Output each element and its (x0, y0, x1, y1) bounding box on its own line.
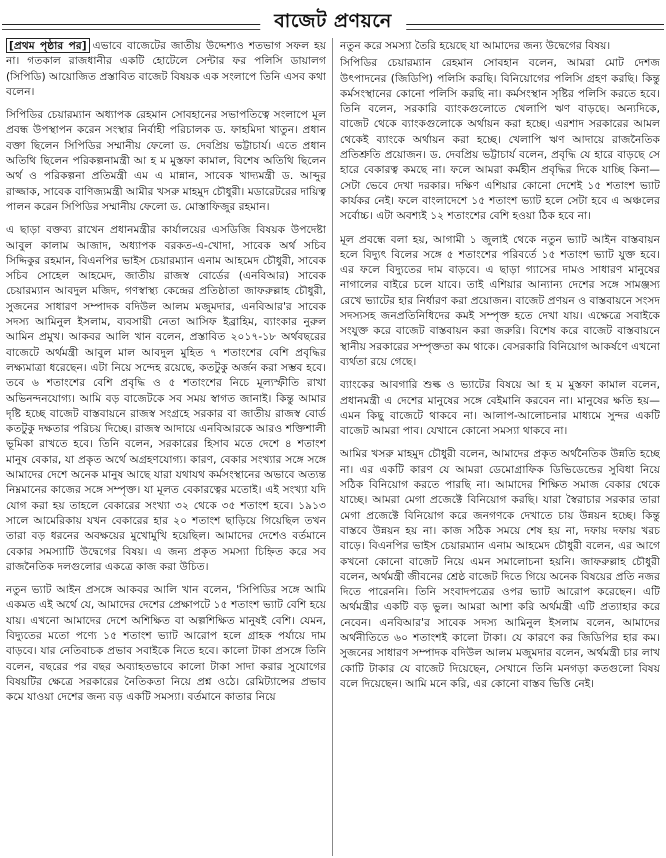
section-title: বাজেট প্রণয়নে (260, 8, 406, 34)
article-paragraph: ব্যাংকের আবগারি শুল্ক ও ভ্যাটের বিষয়ে আ হ ম মুস্তফা কামাল বলেন, প্রধানমন্ত্রী এ দেশের মানুষের সঙ্গে বেইমানি করবেন না। মানুষের ক্ষতি হয়—এমন কিছু বাজেটে থাকবে না। আলাপ-আলোচনার মাধ্যমে সুন্দর একটি বাজেট আমরা পাব। যেখানে কোনো সমস্যা থাকবে না। (340, 378, 660, 438)
article-paragraph: নতুন ভ্যাট আইন প্রসঙ্গে আকবর আলি খান বলেন, 'সিপিডির সঙ্গে আমি একমত এই অর্থে যে, আমাদের দেশের প্রেক্ষাপটে ১৫ শতাংশ ভ্যাট বেশি হয়ে যায়। এখনো আমাদের দেশে অশিক্ষিত বা অল্পশিক্ষিত মানুষই বেশি। যেমন, বিদ্যুতের মতো পণ্যে ১৫ শতাংশ ভ্যাট আরোপ হলে গ্রাহক পর্যায়ে দাম বাড়বে। যার নেতিবাচক প্রভাব সবাইকে নিতে হবে। কালো টাকা প্রসঙ্গে তিনি বলেন, বছরের পর বছর অব্যাহতভাবে কালো টাকা সাদা করার সুযোগের বিষয়টির ক্ষেত্রে সরকারের নৈতিকতা নিয়ে প্রশ্ন ওঠে। রেমিট্যান্সের প্রভাব কমে যাওয়া দেশের জন্য বড় একটি সমস্যা। বর্তমানে কাতার নিয়ে (6, 583, 326, 704)
article-paragraph: নতুন করে সমস্যা তৈরি হয়েছে যা আমাদের জন্য উদ্বেগের বিষয়। (340, 39, 611, 52)
article-column-left (6, 38, 326, 854)
article-paragraph: এ ছাড়া বক্তব্য রাখেন প্রধানমন্ত্রীর কার্যালয়ের এসডিজি বিষয়ক উপদেষ্টা আবুল কালাম আজাদ, অধ্যাপক বরকত-এ-খোদা, সাবেক অর্থ সচিব সিদ্দিকুর রহমান, বিএনপির ভাইস চেয়ারম্যান এনাম আহমেদ চৌধুরী, সাবেক সচিব সোহেল আহমেদ, জাতীয় রাজস্ব বোর্ডের (এনবিআর) সাবেক চেয়ারম্যান আবদুল মজিদ, গণস্বাস্থ্য কেন্দ্রের প্রতিষ্ঠাতা জাফরুল্লাহ চৌধুরী, সুজনের সাধারণ সম্পাদক বদিউল আলম মজুমদার, এনবিআর'র সাবেক সদস্য আমিনুল ইসলাম, ব্যবসায়ী নেতা আসিফ ইব্রাহিম, ব্যাংকার নুরুল আমিন প্রমুখ। আকবর আলি খান বলেন, প্রস্তাবিত ২০১৭-১৮ অর্থবছরের বাজেটে অর্থমন্ত্রী আবুল মাল আবদুল মুহিত ৭ শতাংশের বেশি প্রবৃদ্ধির লক্ষ্যমাত্রা ধরেছেন। এটা নিয়ে সন্দেহ রয়েছে, কতটুকু অর্জন করা সম্ভব হবে। তবে ৬ শতাংশের বেশি প্রবৃদ্ধি ও ৫ শতাংশের নিচে মূল্যস্ফীতি রাখা অভিনন্দনযোগ্য। আমি বড় বাজেটকে সব সময় স্বাগত জানাই। কিন্তু আমার দৃষ্টি হচ্ছে বাজেট বাস্তবায়নে রাজস্ব সংগ্রহে সরকার বা জাতীয় রাজস্ব বোর্ড কতটুকু দক্ষতার পরিচয় দিচ্ছে। রাজস্ব আদায়ে এনবিআরকে আরও শক্তিশালী ভূমিকা রাখতে হবে। তিনি বলেন, সরকারের হিসাব মতে দেশে ৪ শতাংশ মানুষ বেকার, যা প্রকৃত অর্থে অগ্রহণযোগ্য। কারণ, বেকার সংখ্যার সঙ্গে সঙ্গে আমাদের দেশে অনেক মানুষ আছে যারা যথাযথ কর্মসংস্থানের অভাবে অত্যন্ত নিম্নমানের কাজের সঙ্গে সম্পৃক্ত। যা মূলত বেকারত্বের মতোই। এই সংখ্যা যদি যোগ করা হয় তাহলে বেকারের সংখ্যা ৩২ থেকে ৩৫ শতাংশ হবে। ১৯১৩ সালে আমেরিকায় যখন বেকারের হার ২০ শতাংশ ছাড়িয়ে গিয়েছিল তখন তারা বড় ধরনের অবক্ষয়ের মুখোমুখি হয়েছিল। আমাদের দেশেও বর্তমানে বেকার সমস্যাটি উদ্বেগের বিষয়। এ জন্য প্রকৃত সমস্যা চিহ্নিত করে সব রাজনৈতিক দলগুলোর একত্রে কাজ করা উচিত। (6, 223, 326, 573)
article-paragraph: আমির খসরু মাহমুদ চৌধুরী বলেন, আমাদের প্রকৃত অর্থনৈতিক উন্নতি হচ্ছে না। এর একটি কারণ যে আমরা ডেমোগ্রাফিক ডিভিডেন্ডের সুবিধা নিয়ে সঠিক বিনিয়োগ করতে পারছি না। আমাদের শিক্ষিত সমাজ বেকার থেকে যাচ্ছে। আমরা মেগা প্রজেক্টে বিনিয়োগ করছি। যারা স্বৈরাচার সরকার তারা মেগা প্রজেক্টে বিনিয়োগ করে জনগণকে দেখাতে চায় উন্নয়ন হচ্ছে। কিন্তু বাস্তবে উন্নয়ন হয় না। কাজ সঠিক সময়ে শেষ হয় না, দফায় দফায় খরচ বাড়ে। বিএনপির ভাইস চেয়ারম্যান এনাম আহমেদ চৌধুরী বলেন, এর আগে কখনো কোনো বাজেট নিয়ে এমন সমালোচনা হয়নি। জাফরুল্লাহ চৌধুরী বলেন, অর্থমন্ত্রী জীবনের শ্রেষ্ঠ বাজেট দিতে গিয়ে অনেক বিষয়ের প্রতি নজর দিতে পারেননি। তিনি সংবাদপত্রের ওপর ভ্যাট আরোপ করেছেন। এটি অর্থমন্ত্রীর একটি বড় ভুল। আমরা আশা করি অর্থমন্ত্রী এটি প্রত্যাহার করে নেবেন। এনবিআর'র সাবেক সদস্য আমিনুল ইসলাম বলেন, আমাদের অর্থনীতিতে ৬০ শতাংশই কালো টাকা। যে কারণে কর জিডিপির হার কম। সুজনের সাধারণ সম্পাদক বদিউল আলম মজুমদার বলেন, অর্থমন্ত্রী চার লাখ কোটি টাকার যে বাজেট দিয়েছেন, সেখানে তিনি মনগড়া কতগুলো বিষয় বলে দিয়েছেন। আমি মনে করি, এর কোনো বাস্তব ভিত্তি নেই। (340, 447, 660, 690)
continued-from-tag: [প্রথম পৃষ্ঠার পর] (6, 38, 90, 53)
article-paragraph: মূল প্রবন্ধে বলা হয়, আগামী ১ জুলাই থেকে নতুন ভ্যাট আইন বাস্তবায়ন হলে বিদ্যুৎ বিলের সঙ্গে ৫ শতাংশের পরিবর্তে ১৫ শতাংশ ভ্যাট যুক্ত হবে। এর ফলে বিদ্যুতের দাম বাড়বে। এ ছাড়া গ্যাসের দামও সাধারণ মানুষের নাগালের বাইরে চলে যাবে। তাই এশিয়ার আন্যান্য দেশের সঙ্গে সামঞ্জস্য রেখে ভ্যাটের হার নির্ধারণ করা প্রয়োজন। বাজেট প্রণয়ন ও বাস্তবায়নে সংসদ সদস্যসহ জনপ্রতিনিধিদের কমই সম্পৃক্ত হতে দেখা যায়। এক্ষেত্রে সবাইকে সংযুক্ত করে বাজেট বাস্তবায়ন করা জরুরি। বিশেষ করে বাজেট বাস্তবায়নে স্থানীয় সরকারের সম্পৃক্ততা কম থাকে। বেসরকারি বিনিয়োগ আকর্ষণে এখনো ব্যর্থতা রয়ে গেছে। (340, 232, 660, 368)
article-paragraph (6, 38, 326, 99)
article-paragraph: সিপিডির চেয়ারম্যান রেহমান সোবহান বলেন, আমরা মোট দেশজ উৎপাদনের (জিডিপি) পলিসি করছি। বিনিয়োগের পলিসি গ্রহণ করছি। কিন্তু কর্মসংস্থানের কোনো পলিসি করছি না। কর্মসংস্থান সৃষ্টির পলিসি করতে হবে। তিনি বলেন, সরকারি ব্যাংকগুলোতে খেলাপি ঋণ বাড়ছে। অন্যদিকে, বাজেট থেকে ব্যাংকগুলোকে অর্থায়ন করা হচ্ছে। এরশাদ সরকারের আমল থেকেই ব্যাংকে অর্থায়ন করা হচ্ছে। খেলাপি ঋণ আদায়ে রাজনৈতিক প্রতিশ্রুতি প্রয়োজন। ড. দেবপ্রিয় ভট্টাচার্য বলেন, প্রবৃদ্ধি যে হারে বাড়ছে সে হারে বেকারত্ব কমছে না। ফলে আমরা কর্মহীন প্রবৃদ্ধির দিকে যাচ্ছি কিনা—সেটা ভেবে দেখা দরকার। দক্ষিণ এশিয়ার কোনো দেশেই ১৫ শতাংশ ভ্যাট কার্যকর নেই। ফলে বাংলাদেশে ১৫ শতাংশ ভ্যাট হলে সেটা হবে এ অঞ্চলের সর্বোচ্চ। এটা অবশ্যই ১২ শতাংশের বেশি হওয়া ঠিক হবে না। (340, 56, 660, 223)
column-divider (332, 38, 333, 856)
article-paragraph: সিপিডির চেয়ারম্যান অধ্যাপক রেহমান সোবহানের সভাপতিত্বে সংলাপে মূল প্রবন্ধ উপস্থাপন করেন সংস্থার নির্বাহী পরিচালক ড. ফাহমিদা খাতুন। প্রধান বক্তা ছিলেন সিপিডির সম্মানীয় ফেলো ড. দেবপ্রিয় ভট্টাচার্য। এতে প্রধান অতিথি ছিলেন পরিকল্পনামন্ত্রী আ হ ম মুস্তফা কামাল, বিশেষ অতিথি ছিলেন অর্থ ও পরিকল্পনা প্রতিমন্ত্রী এম এ মান্নান, সাবেক খাদ্যমন্ত্রী ড. আব্দুর রাজ্জাক, সাবেক বাণিজ্যমন্ত্রী আমীর খসরু মাহমুদ চৌধুরী। মডারেটরের দায়িত্ব পালন করেন সিপিডির সম্মানীয় ফেলো ড. মোস্তাফিজুর রহমান। (6, 108, 326, 213)
section-header (0, 0, 666, 36)
article-column-right (340, 38, 660, 854)
paragraph-text: এভাবে বাজেটের জাতীয় উদ্দেশ্যও শতভাগ সফল হয় না। গতকাল রাজধানীর একটি হোটেলে সেন্টার ফর পলিসি ডায়ালগ (সিপিডি) আয়োজিত প্রস্তাবিত বাজেট বিষয়ক এক সংলাপে তিনি এসব কথা বলেন। (6, 39, 326, 98)
